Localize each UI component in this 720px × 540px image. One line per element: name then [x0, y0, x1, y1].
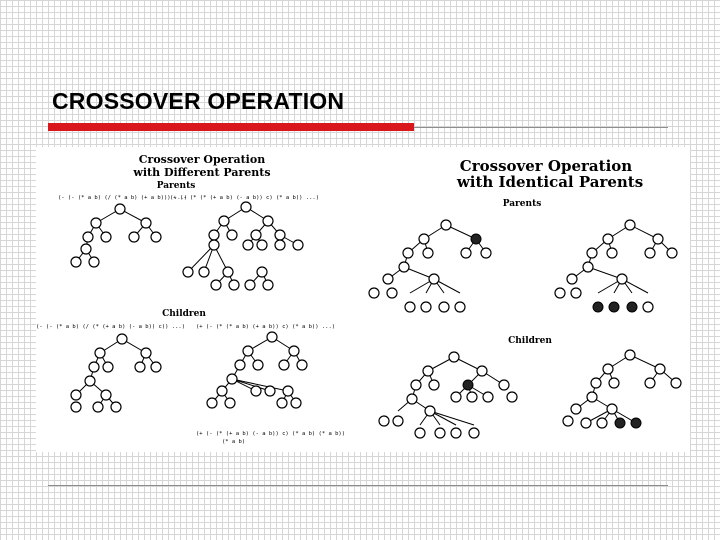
identical-child-a-tree [379, 352, 517, 438]
different-parent2-expression: (+ (- (* (* (+ a b) (- a b)) c) (* a b)) ...) [170, 195, 320, 201]
different-child2-expression-line3: (* a b) [222, 439, 246, 445]
bottom-divider [48, 485, 668, 486]
crossover-diagram [36, 147, 690, 452]
identical-parent-a-tree [369, 220, 491, 312]
identical-children-label: Children [508, 336, 552, 346]
identical-parent-b-tree [555, 220, 677, 312]
crossover-figure [36, 147, 690, 452]
different-child2-tree [207, 332, 307, 408]
different-children-label: Children [162, 309, 206, 319]
identical-parents-label: Parents [502, 199, 542, 209]
different-parent1-tree [71, 204, 161, 267]
slide-title: CROSSOVER OPERATION [52, 88, 345, 114]
different-parent1-expression: (- (- (* a b) (/ (* a b) (+ a b))) ...) [58, 195, 188, 201]
title-underline-red [48, 123, 414, 131]
different-title-line2: with Different Parents [133, 166, 271, 179]
identical-title-line2: with Identical Parents [456, 173, 644, 191]
identical-child-b-tree [563, 350, 681, 428]
different-child2-expression: (+ (- (* (* a b) (+ a b)) c) (* a b)) ...) [196, 324, 336, 330]
title-underline-gray [414, 127, 668, 128]
different-parent2-tree [183, 202, 303, 290]
different-child1-tree [71, 334, 161, 412]
different-child2-expression-line2: (+ (- (* (+ a b) (- a b)) c) (* a b) (* a b)) [196, 431, 346, 437]
different-parents-label: Parents [156, 181, 196, 191]
different-title-line1: Crossover Operation [138, 153, 266, 166]
identical-title-line1: Crossover Operation [459, 157, 633, 175]
different-child1-expression: (- (- (* a b) (/ (* (+ a b) (- a b)) c)) ...) [36, 324, 186, 330]
